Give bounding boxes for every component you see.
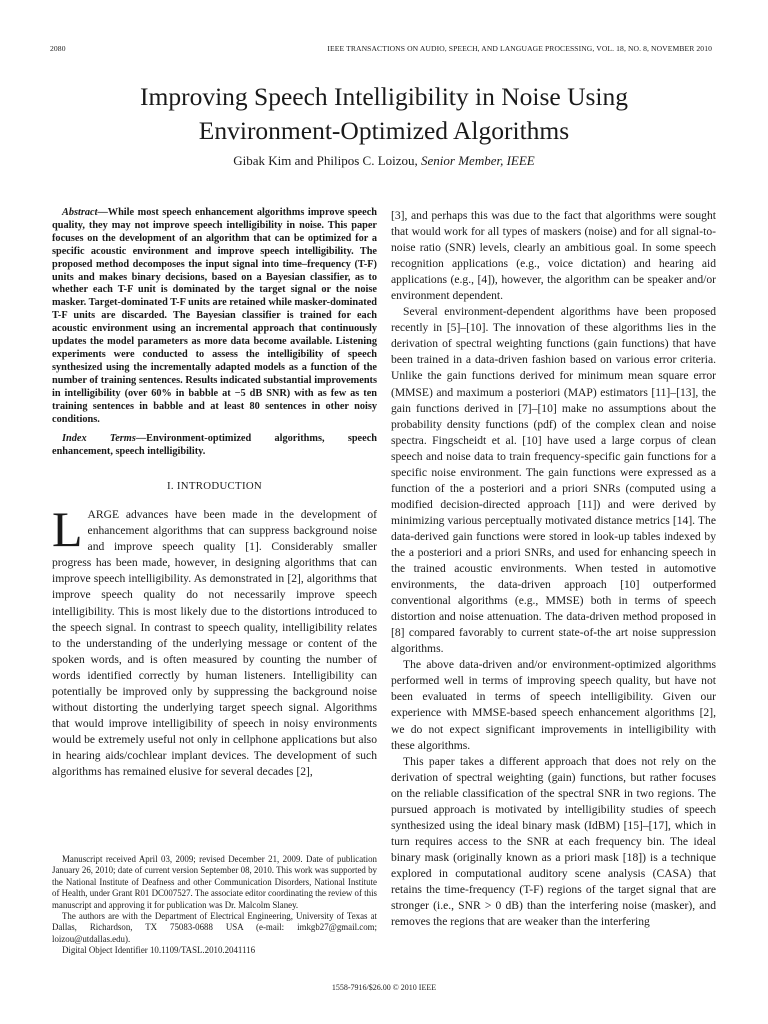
paper-title [40, 80, 728, 148]
journal-name: IEEE TRANSACTIONS ON AUDIO, SPEECH, AND LANGUAGE PROCESSING, VOL. 18, NO. 8, NOVEMBER 2010 [327, 44, 712, 53]
drop-cap: L [52, 501, 83, 558]
page-number: 2080 [50, 44, 66, 53]
footnote-manuscript: Manuscript received April 03, 2009; revised December 21, 2009. Date of publication January 26, 2010; date of current version September 08, 2010. This work was supported by the National Institute of Deafness and other Communication Disorders, National Institute of Health, under Grant R01 DC007527. The associate editor coordinating the review of this manuscript and approving it for publication was Dr. Malcolm Slaney. [52, 854, 377, 910]
intro-paragraph [52, 501, 377, 780]
right-column [391, 208, 716, 930]
abstract-text: —While most speech enhancement algorithms improve speech quality, they may not improve speech intelligibility in noise. This paper focuses on the development of an algorithm that can be optimized for a specific acoustic environment and improve speech intelligibility. The proposed method decomposes the input signal into time–frequency (T-F) units and makes binary decisions, based on a Bayesian classifier, as to whether each T-F unit is dominated by the target signal or the noise masker. Target-dominated T-F units are retained while masker-dominated T-F units are discarded. The Bayesian classifier is trained for each acoustic environment using an incremental approach that continuously updates the model parameters as more data become available. Listening experiments were conducted to assess the intelligibility of speech synthesized using the incrementally adapted models as a function of the number of training sentences. Results indicated substantial improvements in intelligibility (over 60% in babble at −5 dB SNR) with as few as ten training sentences in babble and at least 80 sentences in other noisy conditions. [52, 207, 377, 425]
left-column [52, 207, 377, 780]
page-footer: 1558-7916/$26.00 © 2010 IEEE [331, 983, 437, 992]
right-paragraph-3: The above data-driven and/or environment-optimized algorithms performed well in terms of improving speech quality, but have not been evaluated in terms of speech intelligibility. Given our experience with MMSE-based speech enhancement algorithms [2], we do not expect significant improvements in intelligibility with these algorithms. [391, 658, 716, 752]
title-line-2: Environment-Optimized Algorithms [198, 116, 570, 145]
author-affiliation: Senior Member, IEEE [421, 153, 535, 168]
author-line [40, 153, 728, 169]
footnotes [52, 854, 377, 957]
abstract [52, 207, 377, 426]
section-heading: I. INTRODUCTION [166, 480, 263, 493]
intro-text: ARGE advances have been made in the development of enhancement algorithms that can suppress background noise and improve speech quality [1]. Considerably smaller progress has been made, however, in designing algorithms that can improve speech intelligibility. As demonstrated in [2], algorithms that improve speech quality do not necessarily improve speech intelligibility. This is most likely due to the distortions introduced to the speech signal. In contrast to speech quality, intelligibility relates to the understanding of the underlying message or content of the spoken words, and is often measured by counting the number of words identified correctly by human listeners. Intelligibility can potentially be improved only by suppressing the background noise without distorting the underlying target speech signal. Algorithms that would improve intelligibility of speech in noisy environments would be extremely useful not only in cellphone applications but also in hearing aids/cochlear implant devices. The development of such algorithms has remained elusive for several decades [2], [52, 508, 377, 778]
title-line-1: Improving Speech Intelligibility in Noise Using [140, 82, 628, 111]
index-terms [52, 433, 377, 459]
right-paragraph-1: [3], and perhaps this was due to the fact that algorithms were sought that would work for all types of maskers (noise) and for all signal-to-noise ratio (SNR) levels, clearly an ambitious goal. In some speech recognition applications (e.g., voice dictation) and hearing aid applications (e.g., [4]), however, the algorithm can be speaker and/or environment dependent. [391, 209, 716, 303]
abstract-label: Abstract [62, 207, 98, 218]
author-names: Gibak Kim and Philipos C. Loizou, [233, 153, 418, 168]
index-terms-text: —Environment-optimized algorithms, speech enhancement, speech intelligibility. [52, 433, 377, 458]
footnote-authors: The authors are with the Department of Electrical Engineering, University of Texas at Dallas, Richardson, TX 75083-0688 USA (e-mail: imkgb27@gmail.com; loizou@utdallas.edu). [52, 911, 377, 944]
footnote-doi: Digital Object Identifier 10.1109/TASL.2010.2041116 [62, 945, 256, 956]
index-terms-label: Index Terms [62, 433, 136, 445]
right-paragraph-4: This paper takes a different approach that does not rely on the derivation of spectral weighting (gain) functions, but rather focuses on the reliable classification of the spectral SNR in two regions. The pursued approach is motivated by intelligibility studies of speech synthesized using the ideal binary mask (IdBM) [15]–[17], which in turn requires access to the SNR at each frequency bin. The ideal binary mask (originally known as a priori mask [18]) is a technique explored in computational auditory scene analysis (CASA) that retains the time-frequency (T-F) regions of the target signal that are stronger (i.e., SNR > 0 dB) than the interfering noise (masker), and removes the regions that are weaker than the interfering [391, 754, 716, 929]
right-paragraph-2: Several environment-dependent algorithms have been proposed recently in [5]–[10]. The innovation of these algorithms lies in the derivation of spectral weighting functions (gain functions) that have been trained in a data-driven fashion based on various error criteria. Unlike the gain functions derived for minimum mean square error (MMSE) and maximum a posteriori (MAP) estimators [11]–[13], the gain functions derived in [7]–[10] make no assumptions about the probability density functions (pdf) of the complex clean and noise spectra. Fingscheidt et al. [10] have used a large corpus of clean speech and noise data to train frequency-specific gain functions for a specific noise environment. The gain functions were expressed as a function of the a posteriori and a priori SNRs (computed using a modified decision-directed approach [11]) and were derived by minimizing various perceptually motivated distance metrics [14]. The data-derived gain functions were stored in look-up tables indexed by the a posteriori and a priori SNRs, and used for enhancing speech in the trained acoustic environments. When tested in automotive environments, the data-driven approach [10] outperformed conventional algorithms (e.g., MMSE) both in terms of speech distortion and noise attenuation. The data-driven method proposed in [8] compared favorably to current state-of-the art noise suppression algorithms. [391, 305, 716, 656]
